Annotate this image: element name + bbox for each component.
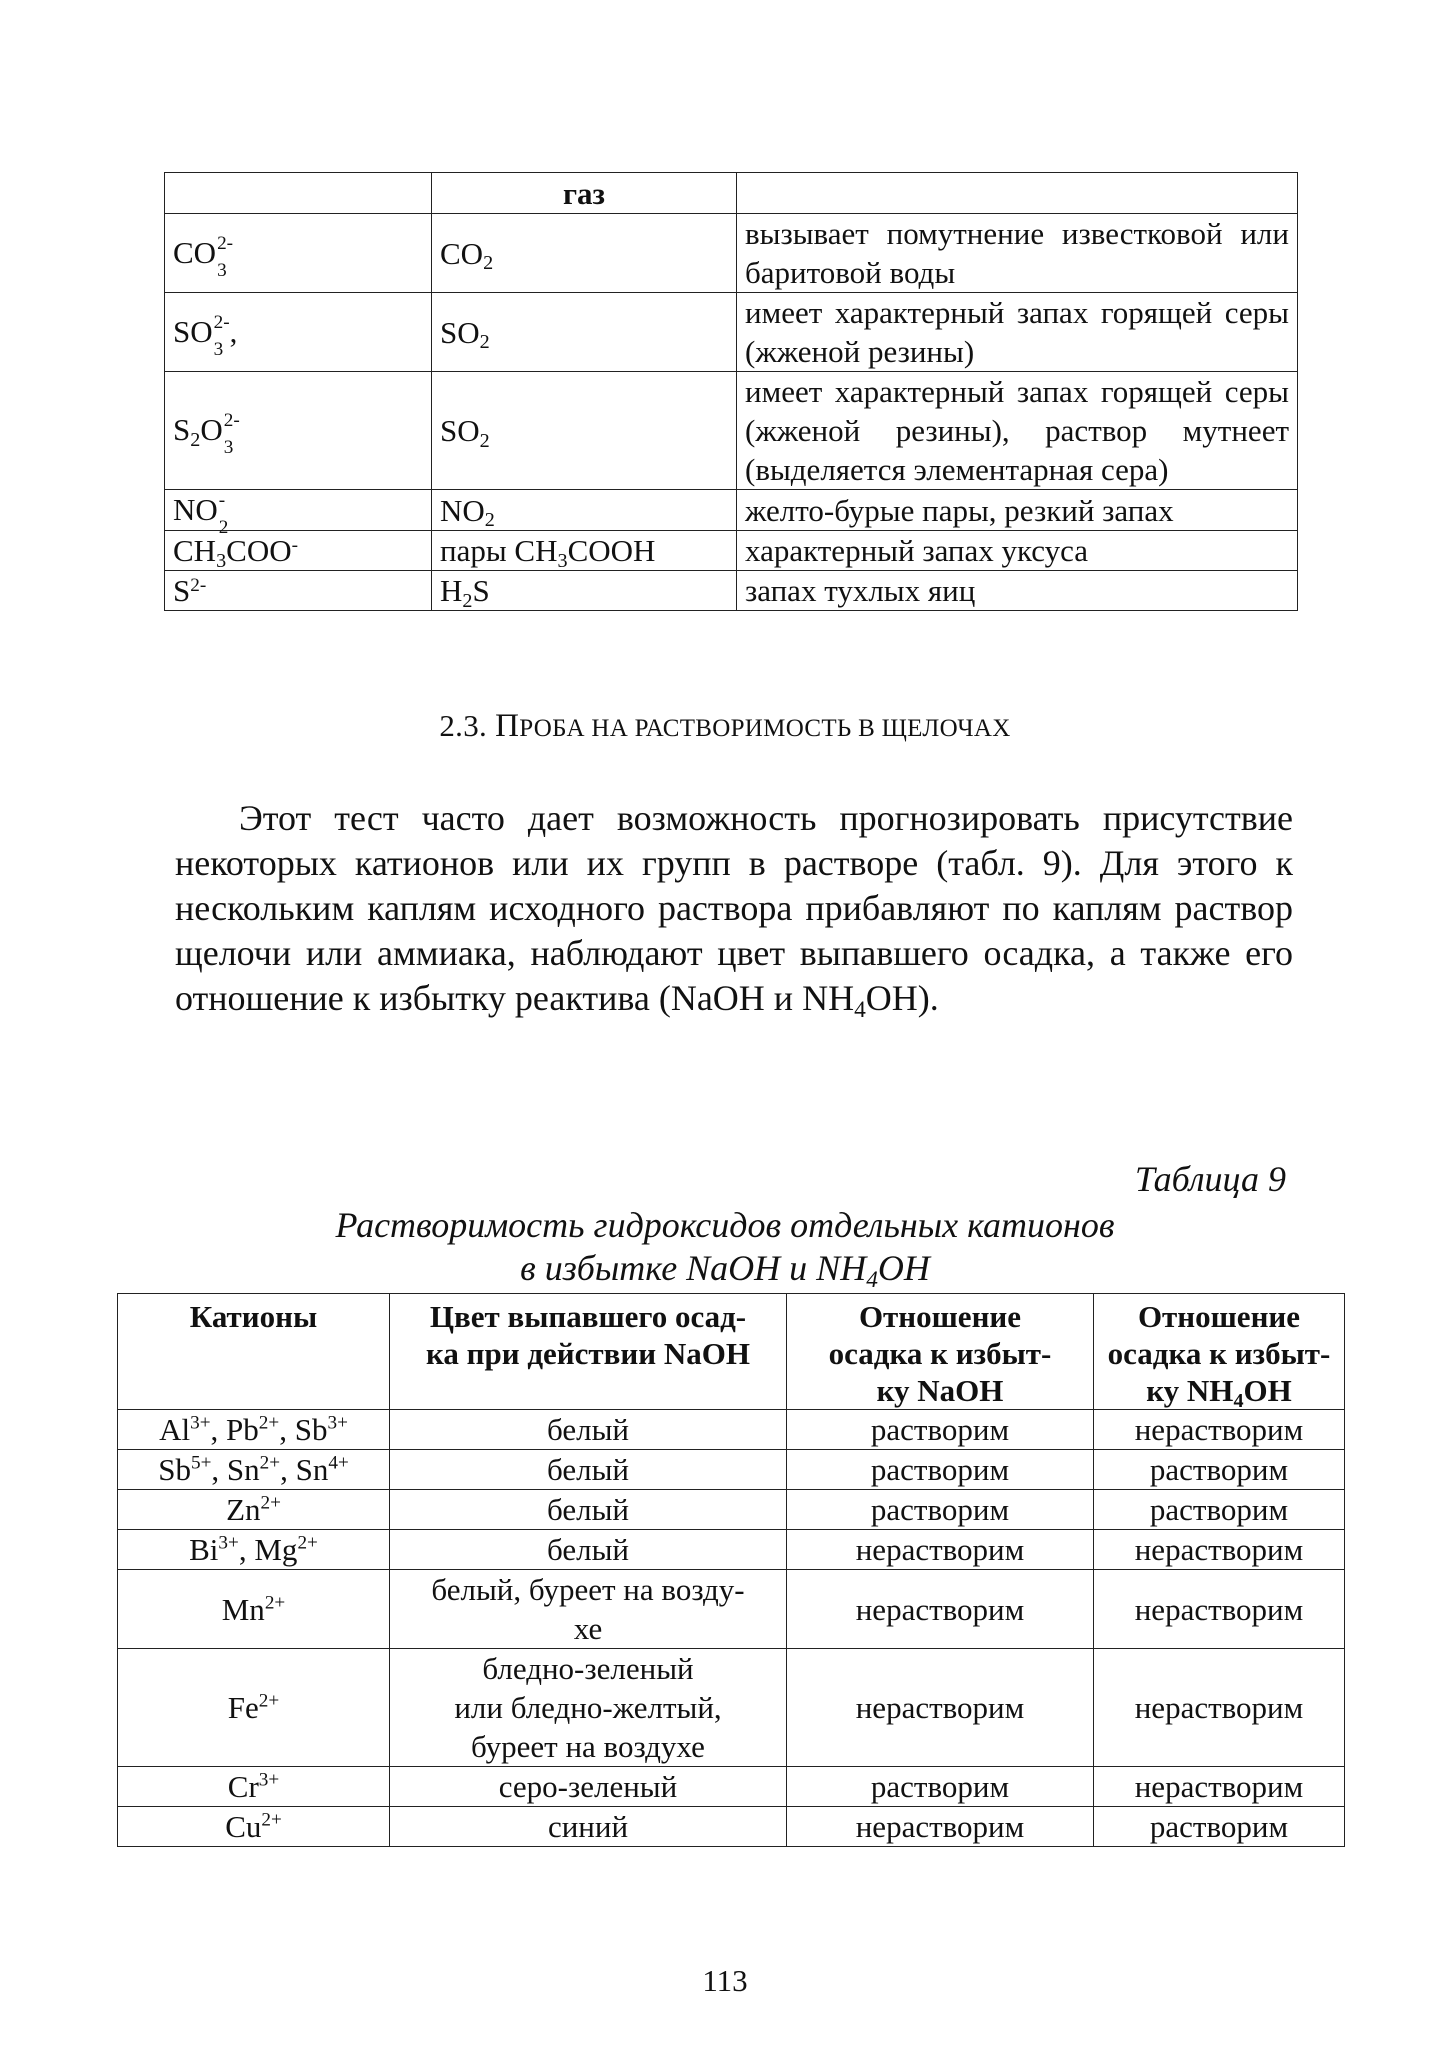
table-caption-line-2: в избытке NaOH и NH4OH [520,1248,930,1293]
observation-cell: запах тухлых яиц [737,571,1298,611]
header-cell-ion [165,173,432,214]
table-row [165,293,1298,372]
nh4oh-excess-cell: нерастворим [1094,1410,1345,1450]
cation-cell: $Zn^{2+}$ [118,1490,390,1530]
ion-cell: CO 2- 3 [165,214,432,293]
table-row [118,1410,1345,1450]
table-row [118,1767,1345,1807]
ion-cell: S2O 2- 3 [165,372,432,490]
header-cations: Катионы [118,1294,390,1410]
table-row [118,1490,1345,1530]
naoh-excess-cell: растворим [787,1410,1094,1450]
header-nh4oh-excess: Отношение осадка к избыт- ку NH4OH [1094,1294,1345,1410]
precipitate-color-cell: белый [390,1530,787,1570]
observation-cell: имеет характерный запах горящей серы (жженой резины) [737,293,1298,372]
nh4oh-excess-cell: нерастворим [1094,1767,1345,1807]
table-row [118,1530,1345,1570]
naoh-excess-cell: растворим [787,1490,1094,1530]
cation-cell: $Mn^{2+}$ [118,1570,390,1649]
gas-cell: CO2 [432,214,737,293]
header-cell-gas: газ [432,173,737,214]
naoh-excess-cell: нерастворим [787,1807,1094,1847]
table-caption [0,1204,1450,1293]
ion-cell: CH3COO- [165,531,432,571]
cation-cell: $Cu^{2+}$ [118,1807,390,1847]
naoh-excess-cell: нерастворим [787,1649,1094,1767]
cation-cell: $Fe^{2+}$ [118,1649,390,1767]
gas-test-table-body [165,214,1298,611]
nh4oh-excess-cell: нерастворим [1094,1530,1345,1570]
table-row [165,372,1298,490]
hydroxide-solubility-table-body [118,1410,1345,1847]
table-header-row [118,1294,1345,1410]
gas-cell: SO2 [432,293,737,372]
table-caption-line-1: Растворимость гидроксидов отдельных катионов [335,1205,1115,1245]
nh4oh-excess-cell: растворим [1094,1490,1345,1530]
naoh-excess-cell: растворим [787,1450,1094,1490]
ion-cell: SO 2- 3 , [165,293,432,372]
precipitate-color-cell: белый, буреет на возду- хе [390,1570,787,1649]
gas-cell: H2S [432,571,737,611]
observation-cell: имеет характерный запах горящей серы (жженой резины), раствор мутнеет (выделяется элементарная сера) [737,372,1298,490]
table-row [165,214,1298,293]
hydroxide-solubility-table [117,1293,1345,1847]
naoh-excess-cell: нерастворим [787,1570,1094,1649]
cation-cell: $Bi^{3+}$, $Mg^{2+}$ [118,1530,390,1570]
gas-cell: пары CH3COOH [432,531,737,571]
precipitate-color-cell: белый [390,1450,787,1490]
header-precipitate-color: Цвет выпавшего осад- ка при действии NaOH [390,1294,787,1410]
observation-cell: вызывает помутнение известковой или баритовой воды [737,214,1298,293]
nh4oh-excess-cell: растворим [1094,1450,1345,1490]
ion-cell: NO - 2 [165,490,432,531]
observation-cell: желто-бурые пары, резкий запах [737,490,1298,531]
table-row [118,1807,1345,1847]
nh4oh-excess-cell: растворим [1094,1807,1345,1847]
section-number: 2.3. [439,708,488,743]
section-first-letter: П [495,708,520,744]
precipitate-color-cell: бледно-зеленый или бледно-желтый, буреет на воздухе [390,1649,787,1767]
gas-test-table [164,172,1298,611]
naoh-excess-cell: нерастворим [787,1530,1094,1570]
table-header-row [165,173,1298,214]
table-row [165,571,1298,611]
header-cell-observation [737,173,1298,214]
precipitate-color-cell: белый [390,1490,787,1530]
table-row [165,490,1298,531]
table-number: Таблица 9 [1134,1159,1286,1199]
body-paragraph: Этот тест часто дает возможность прогнозировать присутствие некоторых катионов или их групп в растворе (табл. 9). Для этого к нескольким каплям исходного раствора прибавляют по каплям раствор щелочи или аммиака, наблюдают цвет выпавшего осадка, а также его отношение к избытку реактива (NaOH и NH4OH). [175,798,1293,1023]
gas-cell: SO2 [432,372,737,490]
ion-cell: $S^{2-}$ [165,571,432,611]
cation-cell: $Cr^{3+}$ [118,1767,390,1807]
cation-cell: $Al^{3+}$, $Pb^{2+}$, $Sb^{3+}$ [118,1410,390,1450]
nh4oh-excess-cell: нерастворим [1094,1570,1345,1649]
header-naoh-excess: Отношение осадка к избыт- ку NaOH [787,1294,1094,1410]
cation-cell: $Sb^{5+}$, $Sn^{2+}$, $Sn^{4+}$ [118,1450,390,1490]
precipitate-color-cell: белый [390,1410,787,1450]
table-row [118,1649,1345,1767]
observation-cell: характерный запах уксуса [737,531,1298,571]
section-title-rest: РОБА НА РАСТВОРИМОСТЬ В ЩЕЛОЧАХ [519,715,1011,742]
table-row [118,1570,1345,1649]
precipitate-color-cell: синий [390,1807,787,1847]
naoh-excess-cell: растворим [787,1767,1094,1807]
nh4oh-excess-cell: нерастворим [1094,1649,1345,1767]
table-row [165,531,1298,571]
table-row [118,1450,1345,1490]
page-number: 113 [702,1963,748,1998]
gas-cell: NO2 [432,490,737,531]
section-heading [0,708,1450,745]
precipitate-color-cell: серо-зеленый [390,1767,787,1807]
